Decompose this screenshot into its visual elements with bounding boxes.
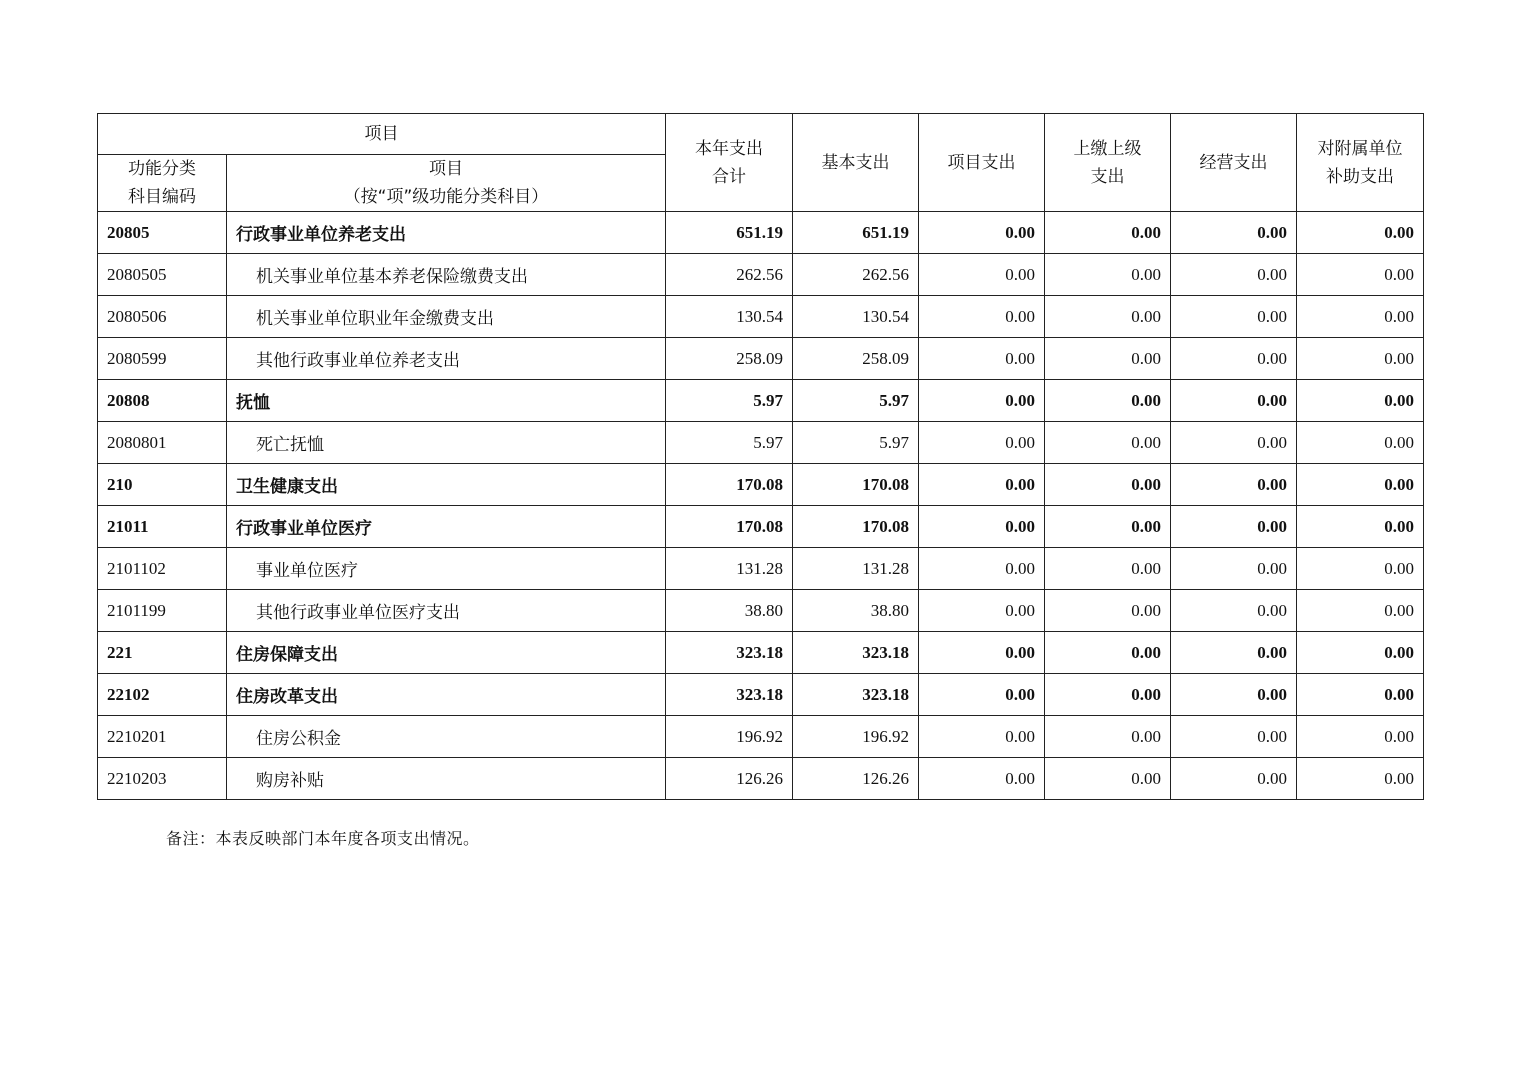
row-value-project: 0.00 [919,590,1045,632]
header-col-remit: 上缴上级 支出 [1045,114,1171,212]
row-value-subsidy: 0.00 [1297,212,1424,254]
row-value-project: 0.00 [919,632,1045,674]
row-value-remit: 0.00 [1045,212,1171,254]
row-code: 221 [98,632,227,674]
table-row [98,758,1424,800]
row-value-basic: 38.80 [793,590,919,632]
row-value-basic: 130.54 [793,296,919,338]
row-value-total: 170.08 [666,506,793,548]
row-value-project: 0.00 [919,422,1045,464]
row-value-total: 131.28 [666,548,793,590]
row-name: 其他行政事业单位养老支出 [227,338,666,380]
row-value-basic: 5.97 [793,380,919,422]
row-value-remit: 0.00 [1045,506,1171,548]
row-value-remit: 0.00 [1045,338,1171,380]
row-name: 购房补贴 [227,758,666,800]
table-row [98,716,1424,758]
table-body [98,212,1424,800]
row-value-project: 0.00 [919,338,1045,380]
row-value-remit: 0.00 [1045,716,1171,758]
expenditure-table [97,113,1424,800]
table-row [98,338,1424,380]
row-code: 20805 [98,212,227,254]
row-value-operating: 0.00 [1171,422,1297,464]
table-row [98,674,1424,716]
row-value-operating: 0.00 [1171,674,1297,716]
row-value-basic: 170.08 [793,464,919,506]
row-value-project: 0.00 [919,674,1045,716]
row-value-subsidy: 0.00 [1297,716,1424,758]
row-name: 死亡抚恤 [227,422,666,464]
row-code: 2101102 [98,548,227,590]
row-code: 21011 [98,506,227,548]
row-name: 住房保障支出 [227,632,666,674]
header-group-title: 项目 [98,114,666,155]
header-col-total: 本年支出 合计 [666,114,793,212]
row-value-project: 0.00 [919,716,1045,758]
row-name: 机关事业单位基本养老保险缴费支出 [227,254,666,296]
row-value-total: 5.97 [666,422,793,464]
row-value-remit: 0.00 [1045,590,1171,632]
row-value-subsidy: 0.00 [1297,548,1424,590]
row-value-total: 38.80 [666,590,793,632]
row-value-operating: 0.00 [1171,758,1297,800]
row-code: 2080599 [98,338,227,380]
row-value-operating: 0.00 [1171,632,1297,674]
row-value-subsidy: 0.00 [1297,506,1424,548]
row-value-operating: 0.00 [1171,590,1297,632]
row-value-basic: 323.18 [793,674,919,716]
row-value-subsidy: 0.00 [1297,422,1424,464]
row-value-operating: 0.00 [1171,212,1297,254]
row-value-subsidy: 0.00 [1297,254,1424,296]
row-value-project: 0.00 [919,212,1045,254]
row-value-operating: 0.00 [1171,254,1297,296]
row-code: 2210201 [98,716,227,758]
row-value-total: 323.18 [666,632,793,674]
row-value-total: 323.18 [666,674,793,716]
table-row [98,380,1424,422]
row-code: 2080505 [98,254,227,296]
row-value-basic: 170.08 [793,506,919,548]
row-value-basic: 258.09 [793,338,919,380]
row-value-subsidy: 0.00 [1297,590,1424,632]
table-row [98,422,1424,464]
row-name: 行政事业单位养老支出 [227,212,666,254]
row-code: 22102 [98,674,227,716]
row-value-project: 0.00 [919,296,1045,338]
row-value-total: 126.26 [666,758,793,800]
row-value-subsidy: 0.00 [1297,464,1424,506]
row-value-basic: 196.92 [793,716,919,758]
header-col-subsidy: 对附属单位 补助支出 [1297,114,1424,212]
row-value-total: 130.54 [666,296,793,338]
row-code: 2080801 [98,422,227,464]
row-value-subsidy: 0.00 [1297,758,1424,800]
row-value-remit: 0.00 [1045,632,1171,674]
row-value-remit: 0.00 [1045,380,1171,422]
row-value-basic: 126.26 [793,758,919,800]
row-value-subsidy: 0.00 [1297,296,1424,338]
row-value-project: 0.00 [919,548,1045,590]
row-name: 其他行政事业单位医疗支出 [227,590,666,632]
row-value-basic: 651.19 [793,212,919,254]
row-value-basic: 131.28 [793,548,919,590]
header-col-operating: 经营支出 [1171,114,1297,212]
table-row [98,254,1424,296]
row-code: 2101199 [98,590,227,632]
row-value-basic: 262.56 [793,254,919,296]
expenditure-table-container [97,113,1423,800]
row-value-remit: 0.00 [1045,254,1171,296]
header-col-basic: 基本支出 [793,114,919,212]
row-code: 2080506 [98,296,227,338]
row-name: 住房改革支出 [227,674,666,716]
row-name: 事业单位医疗 [227,548,666,590]
row-value-project: 0.00 [919,464,1045,506]
row-value-remit: 0.00 [1045,464,1171,506]
table-row [98,548,1424,590]
row-value-remit: 0.00 [1045,296,1171,338]
row-name: 抚恤 [227,380,666,422]
row-value-subsidy: 0.00 [1297,632,1424,674]
row-name: 行政事业单位医疗 [227,506,666,548]
row-value-operating: 0.00 [1171,506,1297,548]
row-name: 卫生健康支出 [227,464,666,506]
row-value-project: 0.00 [919,380,1045,422]
row-value-subsidy: 0.00 [1297,674,1424,716]
row-value-operating: 0.00 [1171,716,1297,758]
row-value-operating: 0.00 [1171,296,1297,338]
row-value-operating: 0.00 [1171,464,1297,506]
row-value-total: 170.08 [666,464,793,506]
row-name: 住房公积金 [227,716,666,758]
row-value-remit: 0.00 [1045,758,1171,800]
row-value-project: 0.00 [919,758,1045,800]
row-value-remit: 0.00 [1045,674,1171,716]
row-value-remit: 0.00 [1045,422,1171,464]
table-row [98,590,1424,632]
table-row [98,632,1424,674]
row-value-subsidy: 0.00 [1297,380,1424,422]
row-value-project: 0.00 [919,506,1045,548]
row-code: 2210203 [98,758,227,800]
table-row [98,506,1424,548]
row-code: 20808 [98,380,227,422]
row-value-total: 5.97 [666,380,793,422]
row-value-operating: 0.00 [1171,548,1297,590]
row-value-basic: 323.18 [793,632,919,674]
table-header [98,114,1424,212]
header-col-name: 项目 （按“项”级功能分类科目） [227,155,666,212]
header-col-code: 功能分类 科目编码 [98,155,227,212]
row-value-project: 0.00 [919,254,1045,296]
row-value-basic: 5.97 [793,422,919,464]
row-name: 机关事业单位职业年金缴费支出 [227,296,666,338]
header-col-project: 项目支出 [919,114,1045,212]
row-value-subsidy: 0.00 [1297,338,1424,380]
row-code: 210 [98,464,227,506]
row-value-operating: 0.00 [1171,338,1297,380]
row-value-operating: 0.00 [1171,380,1297,422]
row-value-total: 196.92 [666,716,793,758]
row-value-total: 651.19 [666,212,793,254]
row-value-total: 258.09 [666,338,793,380]
table-row [98,212,1424,254]
table-note: 备注：本表反映部门本年度各项支出情况。 [166,829,480,848]
table-row [98,464,1424,506]
row-value-total: 262.56 [666,254,793,296]
row-value-remit: 0.00 [1045,548,1171,590]
table-row [98,296,1424,338]
